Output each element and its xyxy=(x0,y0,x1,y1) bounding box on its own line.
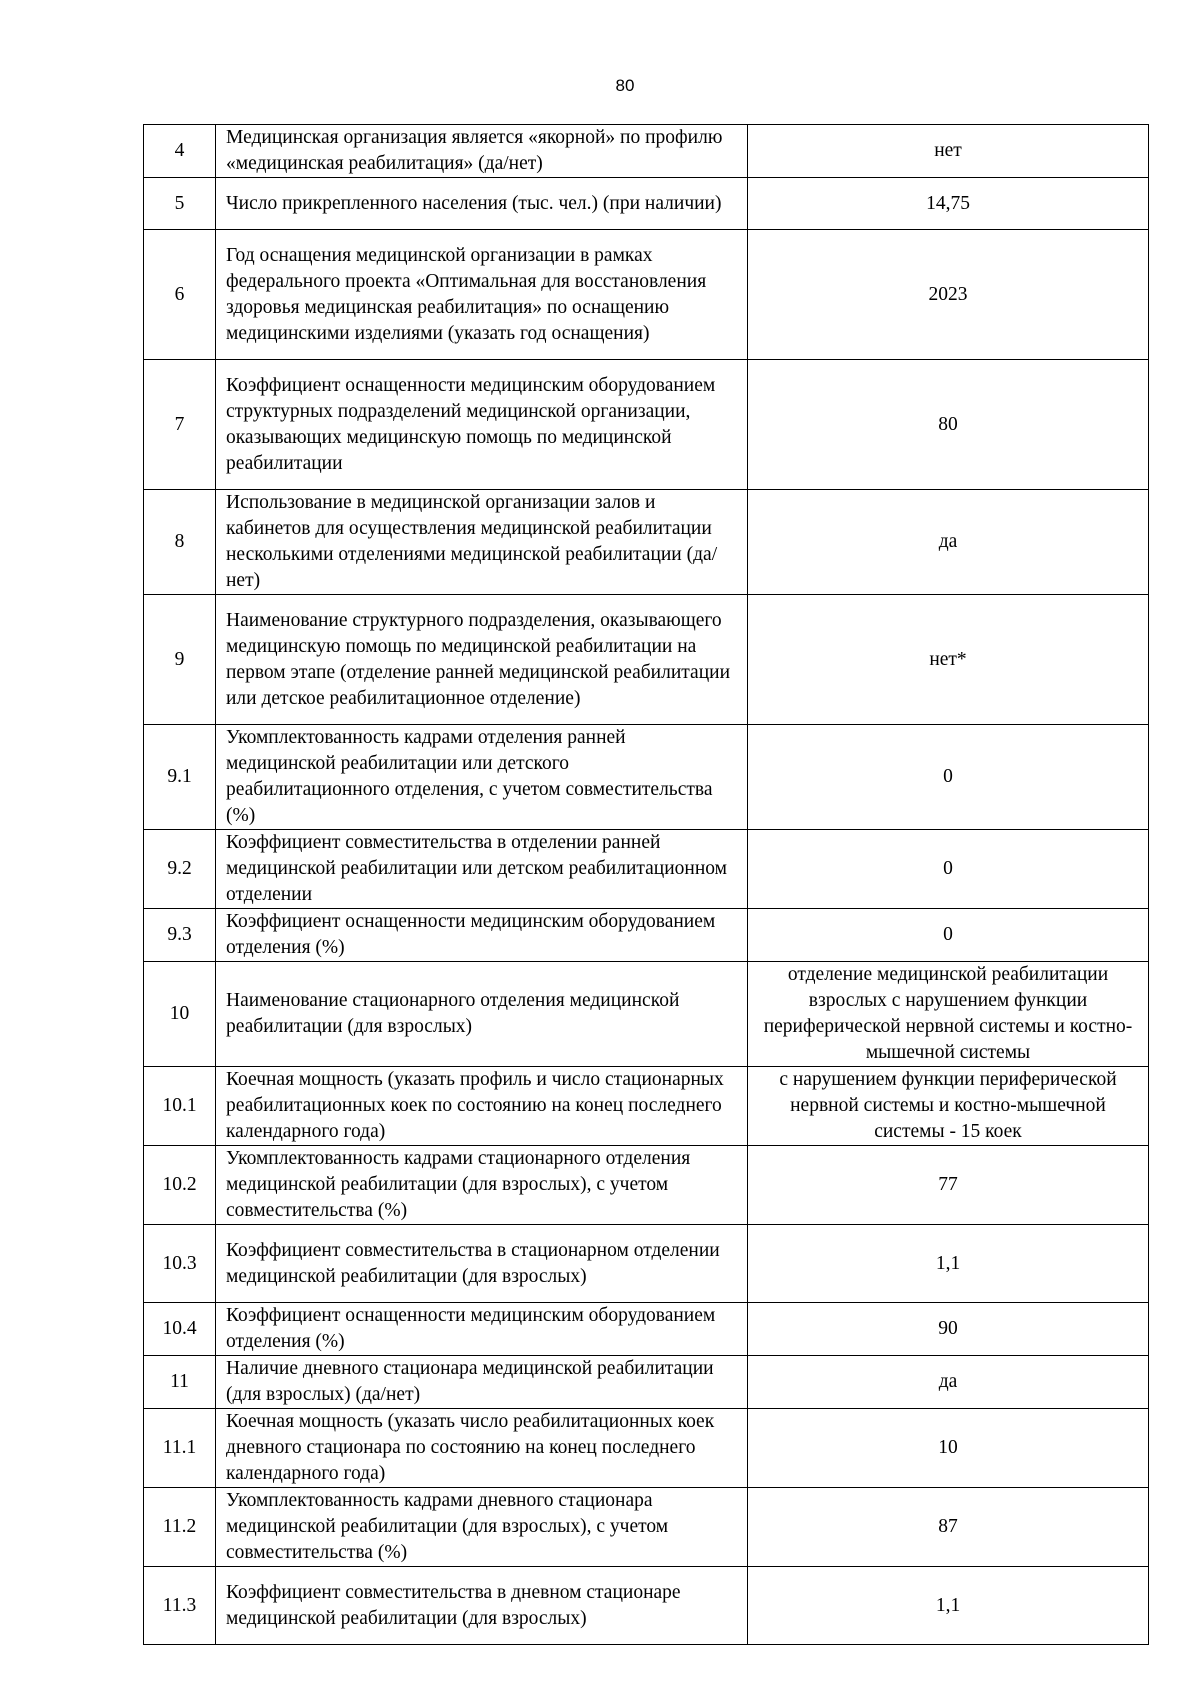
indicator-name: Коэффициент совместительства в отделении ранней медицинской реабилитации или детском реабилитационном отделении xyxy=(216,830,748,909)
row-number: 10.2 xyxy=(144,1146,216,1225)
indicator-name: Коэффициент совместительства в стационарном отделении медицинской реабилитации (для взрослых) xyxy=(216,1225,748,1303)
table-row xyxy=(144,595,1149,725)
indicator-value: 0 xyxy=(748,830,1149,909)
indicator-value: 14,75 xyxy=(748,178,1149,230)
indicator-name: Укомплектованность кадрами стационарного отделения медицинской реабилитации (для взрослых), с учетом совместительства (%) xyxy=(216,1146,748,1225)
indicator-name: Медицинская организация является «якорной» по профилю «медицинская реабилитация» (да/нет) xyxy=(216,125,748,178)
table-row xyxy=(144,360,1149,490)
table-row xyxy=(144,1146,1149,1225)
table-row xyxy=(144,830,1149,909)
indicator-value: 0 xyxy=(748,909,1149,962)
indicator-name: Коечная мощность (указать профиль и число стационарных реабилитационных коек по состоянию на конец последнего календарного года) xyxy=(216,1067,748,1146)
indicator-name: Год оснащения медицинской организации в рамках федерального проекта «Оптимальная для восстановления здоровья медицинская реабилитация» по оснащению медицинскими изделиями (указать год оснащения) xyxy=(216,230,748,360)
row-number: 10.3 xyxy=(144,1225,216,1303)
indicator-value: 10 xyxy=(748,1409,1149,1488)
indicator-value: с нарушением функции периферической нервной системы и костно-мышечной системы - 15 коек xyxy=(748,1067,1149,1146)
indicators-table xyxy=(143,124,1149,1645)
indicator-name: Укомплектованность кадрами отделения ранней медицинской реабилитации или детского реабилитационного отделения, с учетом совместительства (%) xyxy=(216,725,748,830)
row-number: 9 xyxy=(144,595,216,725)
table-row xyxy=(144,909,1149,962)
indicator-name: Использование в медицинской организации залов и кабинетов для осуществления медицинской реабилитации несколькими отделениями медицинской реабилитации (да/нет) xyxy=(216,490,748,595)
row-number: 10 xyxy=(144,962,216,1067)
row-number: 8 xyxy=(144,490,216,595)
table-row xyxy=(144,1303,1149,1356)
table-row xyxy=(144,1567,1149,1645)
table-row xyxy=(144,1488,1149,1567)
indicator-value: 80 xyxy=(748,360,1149,490)
indicator-value: нет xyxy=(748,125,1149,178)
indicator-value: 2023 xyxy=(748,230,1149,360)
indicator-name: Укомплектованность кадрами дневного стационара медицинской реабилитации (для взрослых), с учетом совместительства (%) xyxy=(216,1488,748,1567)
table-row xyxy=(144,178,1149,230)
page-number: 80 xyxy=(615,76,635,95)
row-number: 10.4 xyxy=(144,1303,216,1356)
indicator-name: Наличие дневного стационара медицинской реабилитации (для взрослых) (да/нет) xyxy=(216,1356,748,1409)
row-number: 9.2 xyxy=(144,830,216,909)
row-number: 11.1 xyxy=(144,1409,216,1488)
indicator-name: Число прикрепленного населения (тыс. чел.) (при наличии) xyxy=(216,178,748,230)
row-number: 9.1 xyxy=(144,725,216,830)
indicator-name: Коэффициент оснащенности медицинским оборудованием отделения (%) xyxy=(216,1303,748,1356)
indicator-value: нет* xyxy=(748,595,1149,725)
row-number: 10.1 xyxy=(144,1067,216,1146)
indicator-value: 90 xyxy=(748,1303,1149,1356)
table-row xyxy=(144,725,1149,830)
table-row xyxy=(144,230,1149,360)
indicator-name: Коечная мощность (указать число реабилитационных коек дневного стационара по состоянию на конец последнего календарного года) xyxy=(216,1409,748,1488)
table-row xyxy=(144,1409,1149,1488)
table-row xyxy=(144,490,1149,595)
row-number: 11.3 xyxy=(144,1567,216,1645)
indicator-name: Коэффициент совместительства в дневном стационаре медицинской реабилитации (для взрослых) xyxy=(216,1567,748,1645)
row-number: 9.3 xyxy=(144,909,216,962)
table-row xyxy=(144,125,1149,178)
indicator-name: Наименование стационарного отделения медицинской реабилитации (для взрослых) xyxy=(216,962,748,1067)
row-number: 5 xyxy=(144,178,216,230)
indicator-value: 87 xyxy=(748,1488,1149,1567)
indicator-name: Коэффициент оснащенности медицинским оборудованием отделения (%) xyxy=(216,909,748,962)
indicator-value: да xyxy=(748,1356,1149,1409)
indicator-value: да xyxy=(748,490,1149,595)
indicator-value: отделение медицинской реабилитации взрослых с нарушением функции периферической нервной системы и костно-мышечной системы xyxy=(748,962,1149,1067)
table-row xyxy=(144,1225,1149,1303)
indicator-value: 1,1 xyxy=(748,1567,1149,1645)
indicator-value: 77 xyxy=(748,1146,1149,1225)
row-number: 11.2 xyxy=(144,1488,216,1567)
row-number: 6 xyxy=(144,230,216,360)
indicator-name: Наименование структурного подразделения, оказывающего медицинскую помощь по медицинской реабилитации на первом этапе (отделение ранней медицинской реабилитации или детское реабилитационное отделение) xyxy=(216,595,748,725)
indicator-value: 1,1 xyxy=(748,1225,1149,1303)
table-row xyxy=(144,1356,1149,1409)
row-number: 11 xyxy=(144,1356,216,1409)
row-number: 7 xyxy=(144,360,216,490)
table-row xyxy=(144,962,1149,1067)
table-row xyxy=(144,1067,1149,1146)
indicator-value: 0 xyxy=(748,725,1149,830)
indicator-name: Коэффициент оснащенности медицинским оборудованием структурных подразделений медицинской организации, оказывающих медицинскую помощь по медицинской реабилитации xyxy=(216,360,748,490)
row-number: 4 xyxy=(144,125,216,178)
